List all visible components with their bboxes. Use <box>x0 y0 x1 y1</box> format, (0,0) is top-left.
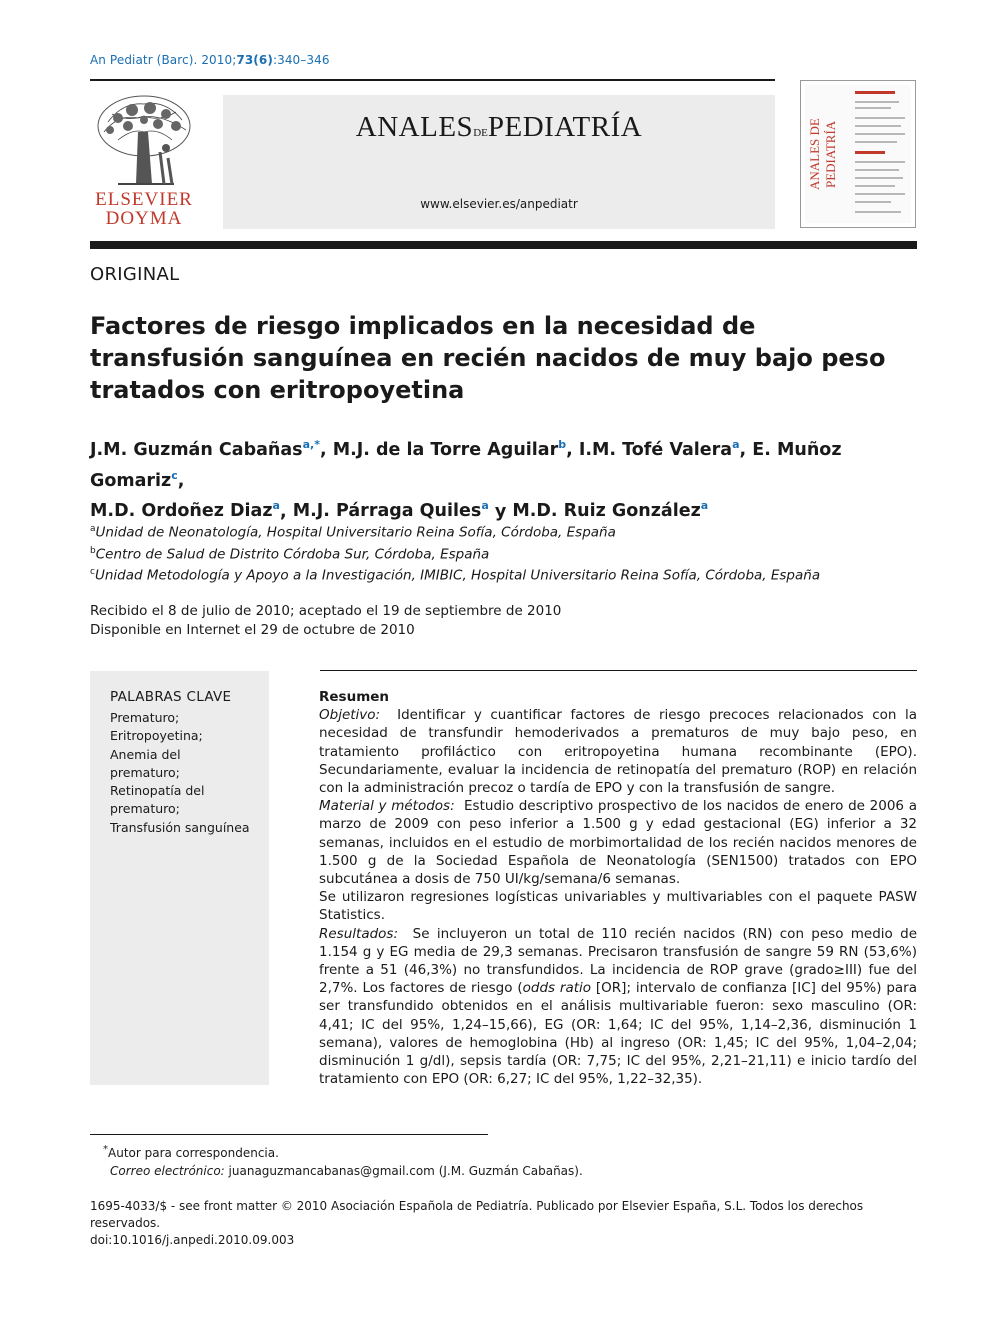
abstract-methods <box>319 797 917 888</box>
keyword-line: prematuro; <box>110 764 180 780</box>
corresponding-text: Autor para correspondencia. <box>108 1146 279 1160</box>
author-name: M.J. de la Torre Aguilar <box>332 439 559 460</box>
affiliation <box>90 520 820 542</box>
cover-line <box>855 201 891 203</box>
affiliation-text: Unidad Metodología y Apoyo a la Investigación, IMIBIC, Hospital Universitario Reina Sofía, Córdoba, España <box>94 567 821 584</box>
author[interactable] <box>333 440 566 460</box>
journal-url[interactable]: www.elsevier.es/anpediatr <box>420 197 578 211</box>
affiliation-text: Centro de Salud de Distrito Córdoba Sur, Córdoba, España <box>95 546 490 562</box>
methods-text: Estudio descriptivo prospectivo de los nacidos de enero de 2006 a marzo de 2009 con peso inferior a 1.500 g y edad gestacional (EG) inferior a 32 semanas, incluidos en el estudio de morbimortalidad de los recién nacidos menores de 1.500 g de la Sociedad Española de Neonatología (SEN1500) tratados con EPO subcutánea a dosis de 750 UI/kg/semana/6 semanas. <box>319 798 917 888</box>
author-sup[interactable]: a <box>481 499 489 513</box>
author-sup[interactable]: a,* <box>302 438 320 451</box>
journal-name-part2: PEDIATRÍA <box>487 111 643 143</box>
author-sup[interactable]: a <box>700 499 709 513</box>
keyword-line: Eritropoyetina; <box>110 728 203 744</box>
citation-volume: 73(6) <box>236 53 273 67</box>
results-text: [OR]; intervalo de confianza [IC] del 95%) para ser transfundido obtenidos en el análisis multivariable fueron: sexo masculino (OR: 4,41; IC del 95%, 1,24–15,66), EG (OR: 1,64; IC del 95%, 1,14–2,36, disminución 1 semana), valores de hemoglobina (Hb) al ingreso (OR: 1,45; IC del 95%, 1,04–2,04; disminución 1 g/dl), sepsis tardía (OR: 7,75; IC del 95%, 2,21–21,11) e inicio tardío del tratamiento con EPO (OR: 6,27; IC del 95%, 1,22–32,35). <box>319 980 918 1088</box>
results-text: Se incluyeron un total de 110 recién nacidos (RN) con peso medio de 1.154 g y EG media de 29,3 semanas. Precisaron transfusión de sangre 59 RN (53,6%) frente a 51 (46,3%) no transfundidos. La incidencia de ROP grave (grado≥III) fue del 2,7%. Los factores de riesgo ( <box>319 925 917 997</box>
author-name: I.M. Tofé Valera <box>578 439 733 460</box>
author-sup[interactable]: a <box>272 499 280 513</box>
journal-name-de: DE <box>473 127 488 139</box>
affiliation <box>90 542 820 564</box>
cover-line <box>855 161 905 163</box>
author-sup[interactable]: c <box>171 468 178 482</box>
logo-elsevier: ELSEVIER <box>95 189 193 210</box>
results-italic: odds ratio <box>522 980 592 997</box>
email-label: Correo electrónico: <box>110 1164 225 1178</box>
email-link[interactable]: juanaguzmancabanas@gmail.com (J.M. Guzmán Cabañas). <box>224 1164 583 1178</box>
author[interactable] <box>90 440 320 460</box>
affiliation-sup: b <box>90 545 96 556</box>
logo-doyma: DOYMA <box>105 208 183 229</box>
abstract-objective <box>319 706 917 797</box>
affiliation-text: Unidad de Neonatología, Hospital Universitario Reina Sofía, Córdoba, España <box>95 524 616 541</box>
results-label: Resultados: <box>319 925 399 942</box>
citation-journal: An Pediatr (Barc). 2010; <box>90 53 237 67</box>
cover-line <box>855 101 899 103</box>
author-name: M.D. Ordoñez Diaz <box>90 501 273 522</box>
journal-name <box>223 111 775 144</box>
cover-line <box>855 117 905 119</box>
cover-line <box>855 211 901 213</box>
keywords-heading: PALABRAS CLAVE <box>110 689 232 705</box>
journal-citation[interactable] <box>90 53 330 67</box>
affiliation-sup: c <box>90 567 95 577</box>
article-dates <box>90 602 561 640</box>
abstract <box>319 688 917 1088</box>
journal-banner <box>223 95 775 229</box>
elsevier-logo[interactable] <box>88 92 200 232</box>
author-sep: , <box>566 439 579 460</box>
keyword-line: Transfusión sanguínea <box>110 819 250 835</box>
footnote-rule <box>90 1134 488 1135</box>
author-sup[interactable]: b <box>558 438 567 451</box>
author-sep: , <box>319 439 333 460</box>
abstract-rule <box>320 670 917 671</box>
abstract-heading: Resumen <box>319 689 390 705</box>
author-sep: y <box>488 501 513 522</box>
journal-name-part1: ANALES <box>355 111 474 143</box>
online-date: Disponible en Internet el 29 de octubre de 2010 <box>90 622 415 638</box>
author[interactable] <box>90 501 280 521</box>
cover-line <box>855 177 903 179</box>
author-name: M.D. Ruiz González <box>512 501 701 522</box>
author-name: J.M. Guzmán Cabañas <box>90 439 303 460</box>
keyword-line: Anemia del <box>110 746 181 762</box>
tree-icon <box>88 92 200 190</box>
cover-line <box>855 107 891 109</box>
copyright <box>90 1198 917 1249</box>
methods-label: Material y métodos: <box>319 798 455 815</box>
author[interactable] <box>512 501 708 521</box>
author-sep: , <box>279 501 293 522</box>
cover-title: ANALES DE PEDIATRÍA <box>807 118 838 190</box>
author-sep: , <box>739 439 753 460</box>
affiliations <box>90 520 820 585</box>
corresponding-author-note <box>90 1141 583 1162</box>
author-name: M.J. Párraga Quiles <box>292 501 482 522</box>
cover-line <box>855 125 901 127</box>
author-name: E. Muñoz Gomariz <box>90 439 842 491</box>
cover-line <box>855 185 895 187</box>
keyword-line: Retinopatía del <box>110 783 205 799</box>
section-label: ORIGINAL <box>90 264 180 285</box>
objective-label: Objetivo: <box>319 707 381 724</box>
cover-line <box>855 141 897 143</box>
journal-cover-thumbnail[interactable] <box>800 80 916 228</box>
cover-rule <box>855 91 895 94</box>
cover-page <box>805 85 911 223</box>
received-date: Recibido el 8 de julio de 2010; aceptado el 19 de septiembre de 2010 <box>90 603 562 619</box>
abstract-results <box>319 925 917 1089</box>
cover-rule <box>855 151 885 154</box>
author-sup[interactable]: a <box>732 438 740 451</box>
author[interactable] <box>293 501 489 521</box>
objective-text: Identificar y cuantificar factores de riesgo precoces relacionados con la necesidad de transfundir hemoderivados a prematuros de muy bajo peso, en tratamiento profiláctico con eritropoyetina humana recombinante (EPO). Secundariamente, evaluar la incidencia de retinopatía del prematuro (ROP) en relación con la administración precoz o tardía de EPO y con la transfusión de sangre. <box>319 707 917 797</box>
cover-line <box>855 169 899 171</box>
footnote-mark: * <box>103 1144 108 1155</box>
author-sep: , <box>177 470 185 491</box>
keyword-line: Prematuro; <box>110 710 180 725</box>
email-line <box>90 1162 583 1180</box>
article-title: Factores de riesgo implicados en la necesidad de transfusión sanguínea en recién nacidos de muy bajo peso tratados con eritropoyetina <box>90 312 886 404</box>
keywords-panel <box>90 671 269 1085</box>
affiliation <box>90 563 820 585</box>
doi[interactable]: doi:10.1016/j.anpedi.2010.09.003 <box>90 1233 295 1247</box>
header-rule <box>90 241 917 249</box>
author-list <box>90 432 917 524</box>
footnote <box>90 1141 583 1180</box>
keywords-list <box>110 709 265 837</box>
keyword-line: prematuro; <box>110 801 180 817</box>
author[interactable] <box>579 440 740 460</box>
copyright-line: 1695-4033/$ - see front matter © 2010 Asociación Española de Pediatría. Publicado por Elsevier España, S.L. Todos los derechos reservados. <box>90 1199 864 1230</box>
citation-pages: :340–346 <box>272 53 330 67</box>
top-rule <box>90 79 775 81</box>
affiliation-sup: a <box>90 524 96 534</box>
cover-line <box>855 193 905 195</box>
cover-line <box>855 133 905 135</box>
abstract-methods-2: Se utilizaron regresiones logísticas univariables y multivariables con el paquete PASW Statistics. <box>319 889 917 924</box>
